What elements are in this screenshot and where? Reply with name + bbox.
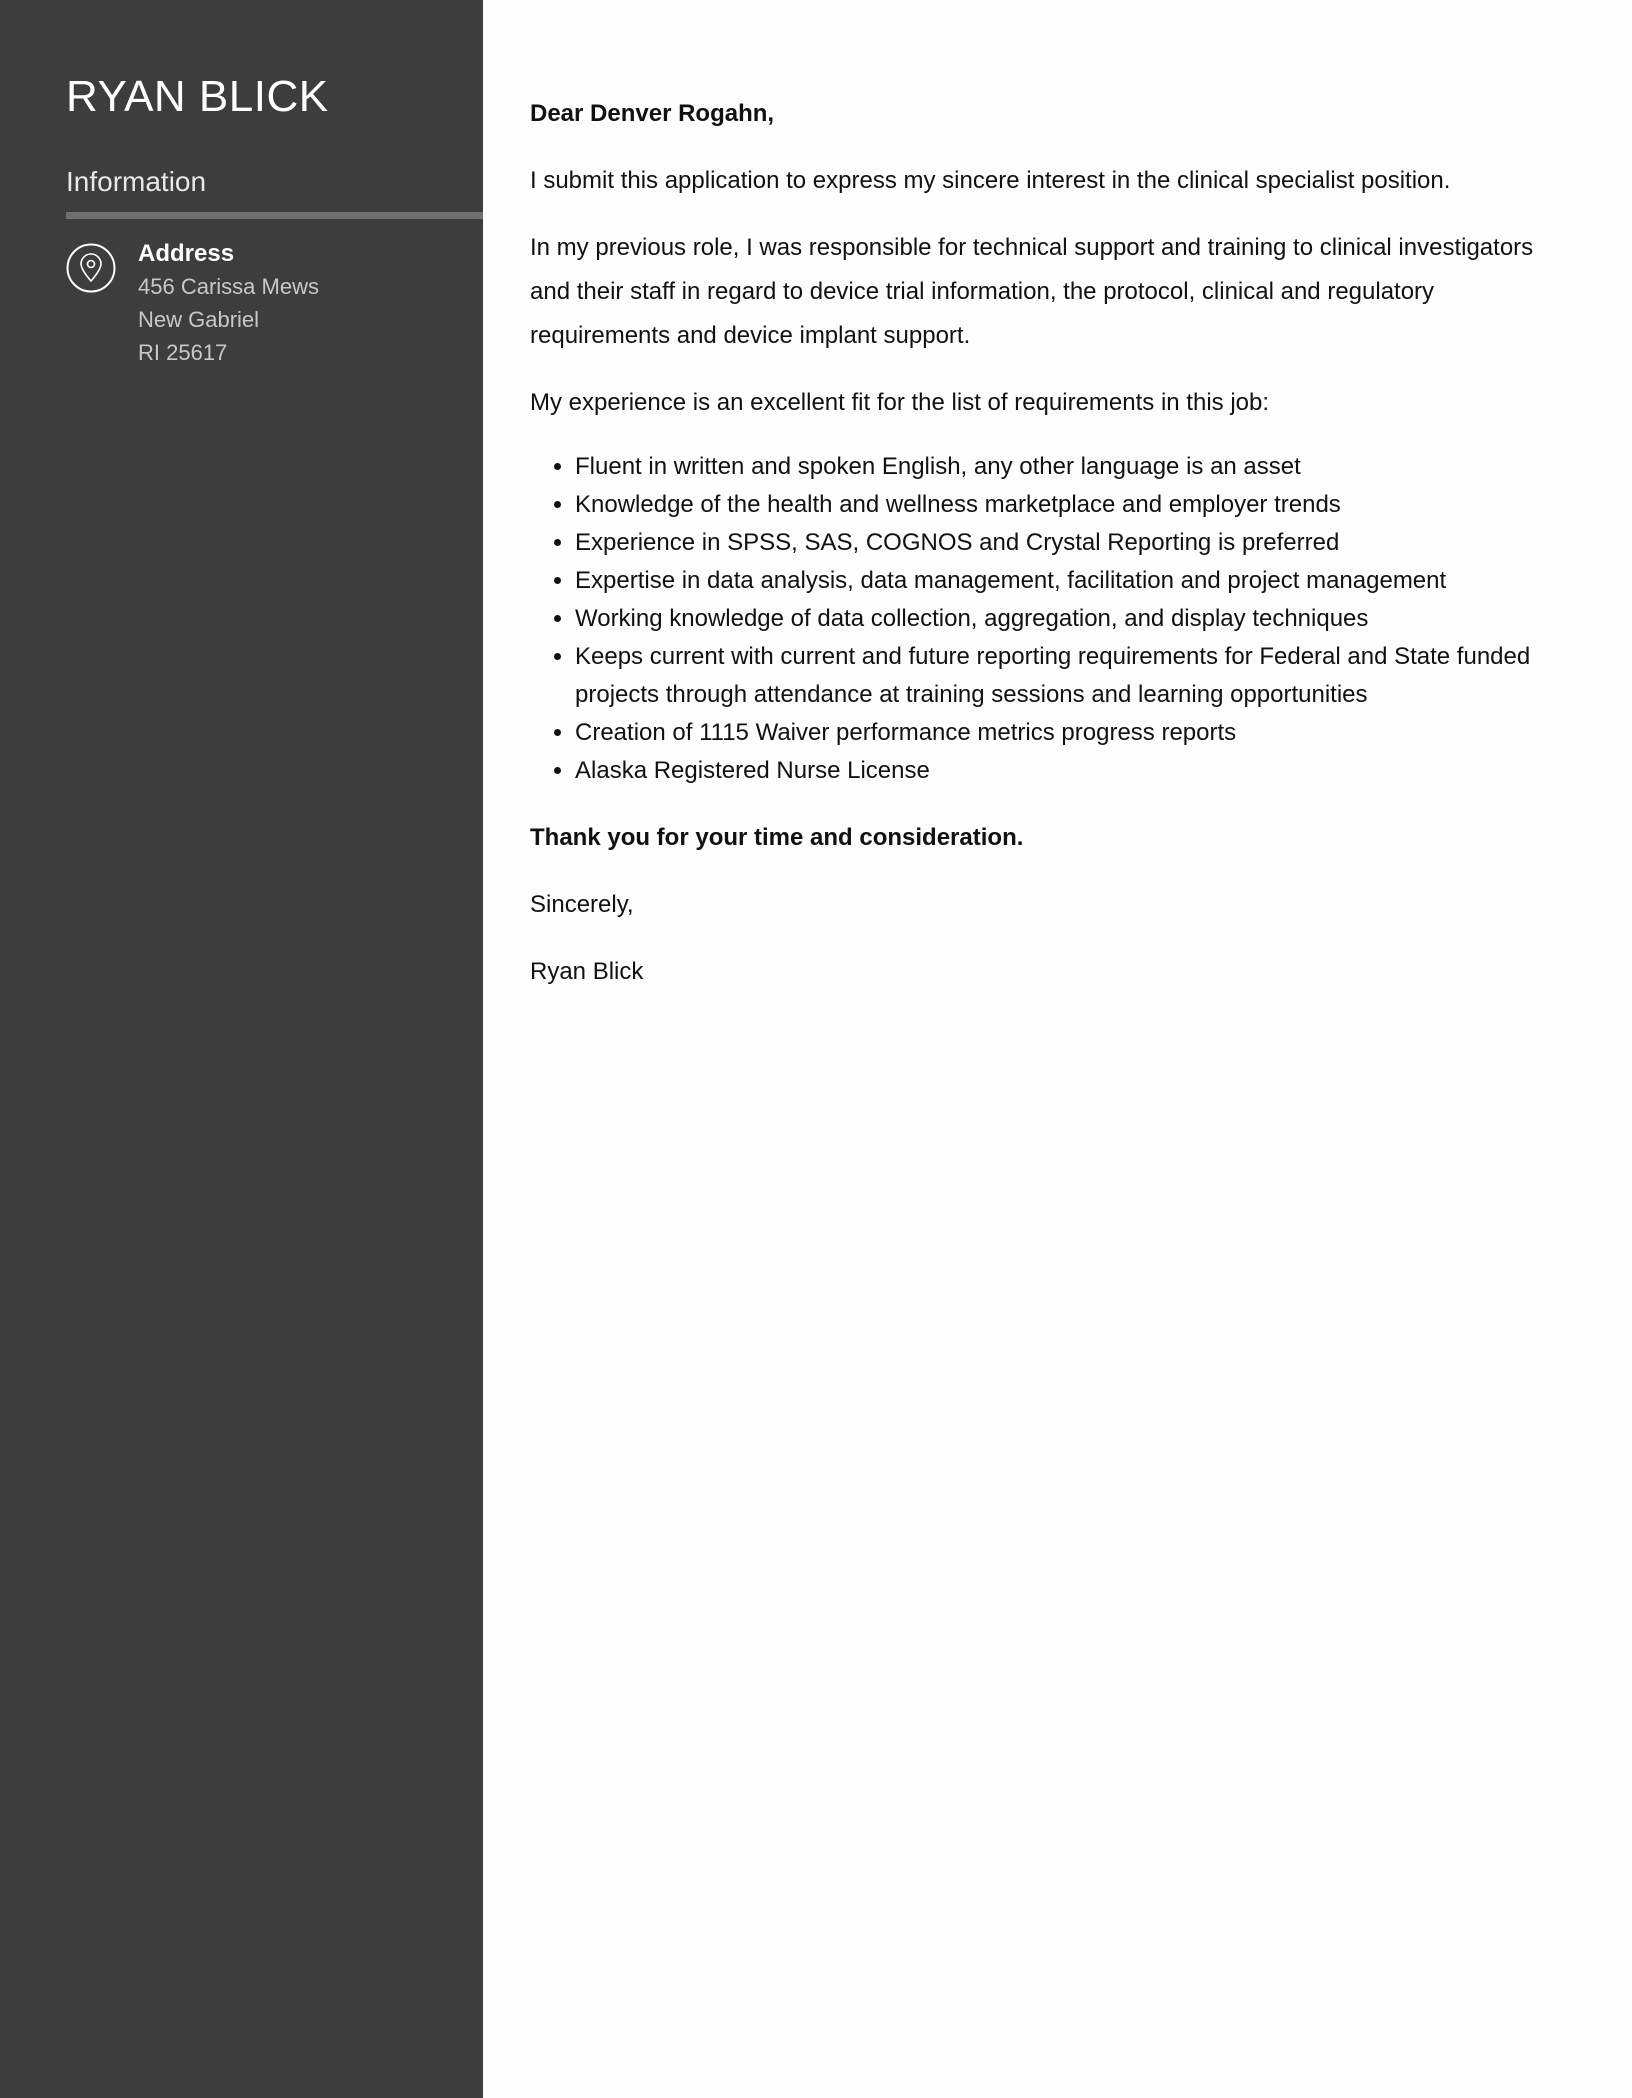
intro-paragraph: I submit this application to express my sincere interest in the clinical specialist position. [530,167,1451,194]
requirements-intro: My experience is an excellent fit for the list of requirements in this job: [530,389,1270,416]
address-street: 456 Carissa Mews [138,274,319,299]
address-city: New Gabriel [138,307,260,332]
sidebar [0,0,483,2098]
signature: Ryan Blick [530,958,644,985]
requirements-list [530,448,1550,790]
address-block [138,237,319,369]
list-item: • Keeps current with current and future reporting requirements for Federal and State funded projects through attendance at training sessions and learning opportunities [575,638,1550,714]
list-item: • Fluent in written and spoken English, any other language is an asset [575,448,1550,486]
cover-letter-body [530,92,1550,1017]
location-pin-icon [66,243,116,293]
list-item: • Expertise in data analysis, data management, facilitation and project management [575,562,1550,600]
information-heading: Information [66,166,207,197]
signoff: Sincerely, [530,891,634,918]
list-item: • Working knowledge of data collection, aggregation, and display techniques [575,600,1550,638]
list-item: • Experience in SPSS, SAS, COGNOS and Crystal Reporting is preferred [575,524,1550,562]
section-divider [66,212,483,219]
closing-line: Thank you for your time and consideration. [530,824,1024,851]
greeting: Dear Denver Rogahn, [530,100,775,127]
list-item: • Knowledge of the health and wellness marketplace and employer trends [575,486,1550,524]
address-state-zip: RI 25617 [138,340,228,365]
applicant-name: RYAN BLICK [66,72,329,121]
experience-paragraph: In my previous role, I was responsible for technical support and training to clinical investigators and their staff in regard to device trial information, the protocol, clinical and regulatory requirements and device implant support. [530,234,1534,349]
address-label: Address [138,240,235,267]
list-item: • Creation of 1115 Waiver performance metrics progress reports [575,714,1550,752]
list-item: • Alaska Registered Nurse License [575,752,1550,790]
